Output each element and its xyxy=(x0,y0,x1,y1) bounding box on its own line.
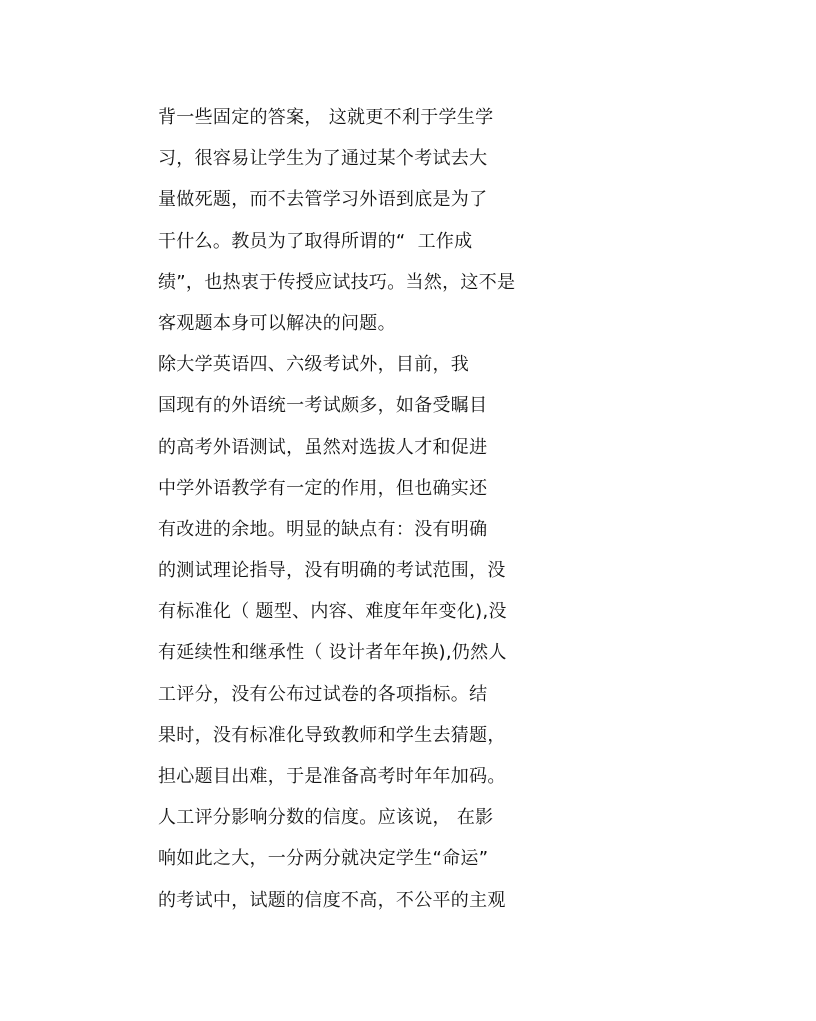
text-line: 的高考外语测试，虽然对选拔人才和促进 xyxy=(158,436,488,458)
text-line: 中学外语教学有一定的作用，但也确实还 xyxy=(158,477,488,499)
text-line: 客观题本身可以解决的问题。 xyxy=(158,312,396,334)
text-line: 习，很容易让学生为了通过某个考试去大 xyxy=(158,148,488,170)
text-line: 担心题目出难，于是准备高考时年年加码。 xyxy=(158,766,506,787)
text-line: 除大学英语四、六级考试外，目前，我 xyxy=(158,354,470,376)
text-line: 有改进的余地。明显的缺点有：没有明确 xyxy=(158,518,488,540)
text-line: 有标准化（ 题型、内容、难度年年变化),没 xyxy=(158,601,507,623)
text-line: 工评分，没有公布过试卷的各项指标。结 xyxy=(158,683,488,705)
text-line: 果时，没有标准化导致教师和学生去猜题， xyxy=(158,724,506,746)
text-line: 背一些固定的答案， 这就更不利于学生学 xyxy=(158,107,494,128)
text-line: 有延续性和继承性（ 设计者年年换),仍然人 xyxy=(158,642,507,664)
text-line: 的测试理论指导，没有明确的考试范围，没 xyxy=(158,560,506,582)
text-line: 绩”，也热衷于传授应试技巧。当然，这不是 xyxy=(158,271,516,293)
text-line: 响如此之大，一分两分就决定学生“命运” xyxy=(158,848,489,870)
text-line: 的考试中，试题的信度不高，不公平的主观 xyxy=(158,889,506,911)
text-line: 干什么。教员为了取得所谓的“ 工作成 xyxy=(158,230,473,252)
text-line: 国现有的外语统一考试颇多，如备受瞩目 xyxy=(158,395,488,417)
text-line: 人工评分影响分数的信度。应该说， 在影 xyxy=(158,807,494,829)
text-line: 量做死题，而不去管学习外语到底是为了 xyxy=(158,189,488,211)
body-text xyxy=(158,104,578,928)
